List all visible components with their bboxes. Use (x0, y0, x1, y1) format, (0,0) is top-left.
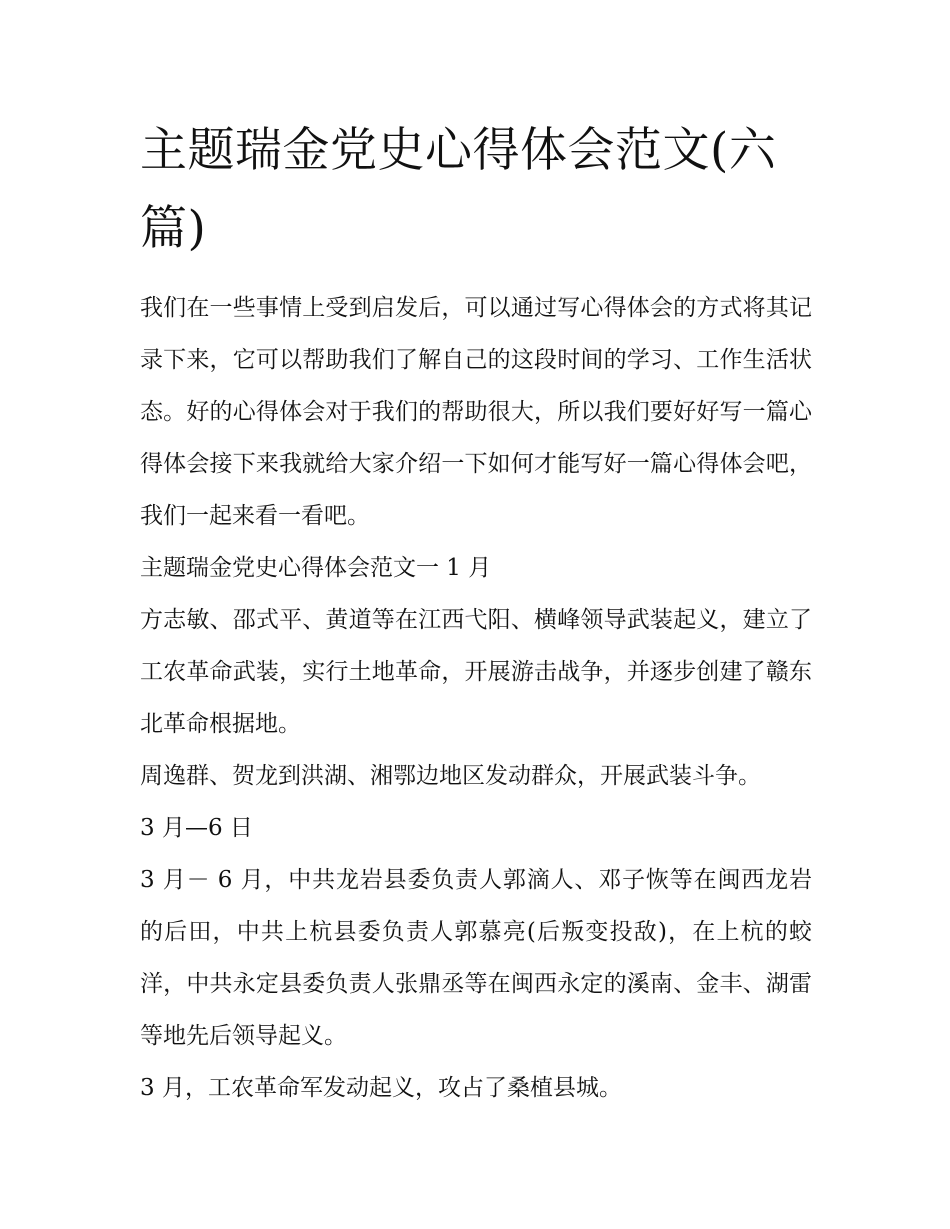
intro-paragraph: 我们在一些事情上受到启发后，可以通过写心得体会的方式将其记录下来，它可以帮助我们了解自己的这段时间的学习、工作生活状态。好的心得体会对于我们的帮助很大，所以我们要好好写一篇心得体会接下来我就给大家介绍一下如何才能写好一篇心得体会吧，我们一起来看一看吧。 (140, 295, 812, 529)
body-paragraph: 3 月，工农革命军发动起义，攻占了桑植县城。 (140, 1075, 622, 1101)
body-paragraph: 方志敏、邵式平、黄道等在江西弋阳、横峰领导武装起义，建立了工农革命武装，实行土地革命，开展游击战争，并逐步创建了赣东北革命根据地。 (140, 607, 812, 737)
date-line: 3 月—6 日 (140, 815, 253, 841)
body-paragraph: 周逸群、贺龙到洪湖、湘鄂边地区发动群众，开展武装斗争。 (140, 763, 761, 789)
document-content (140, 112, 812, 1114)
document-title: 主题瑞金党史心得体会范文(六篇) (140, 123, 777, 256)
body-paragraph: 3 月－ 6 月，中共龙岩县委负责人郭滴人、邓子恢等在闽西龙岩的后田，中共上杭县委负责人郭慕亮(后叛变投敌)，在上杭的蛟洋，中共永定县委负责人张鼎丞等在闽西永定的溪南、金丰、湖雷等地先后领导起义。 (140, 867, 812, 1049)
section-heading: 主题瑞金党史心得体会范文一 1 月 (140, 555, 492, 581)
